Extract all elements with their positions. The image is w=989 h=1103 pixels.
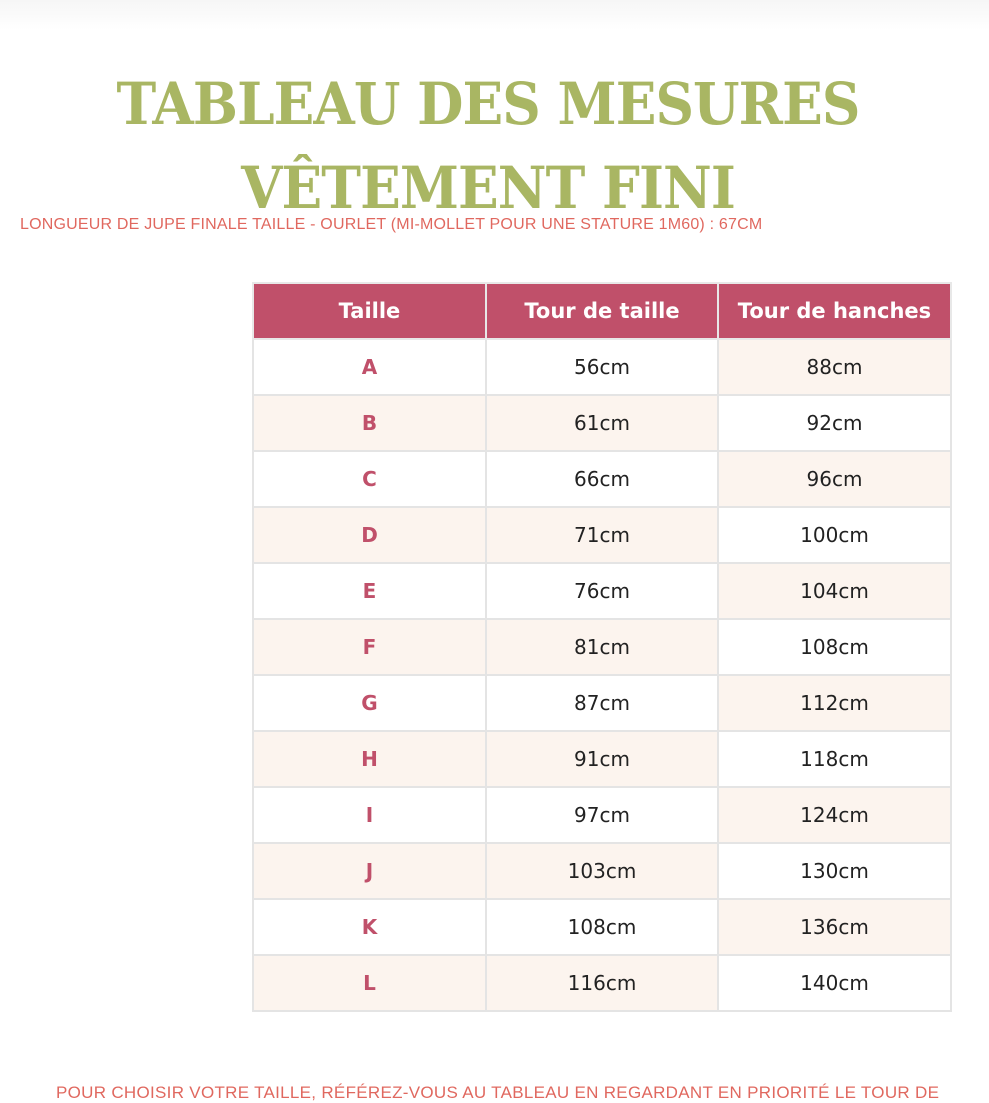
size-cell: C [253,451,486,507]
hips-cell: 118cm [718,731,951,787]
waist-cell: 56cm [486,339,718,395]
hips-cell: 130cm [718,843,951,899]
table-row [253,507,951,563]
header-row [253,283,951,339]
table-row [253,955,951,1011]
waist-cell: 81cm [486,619,718,675]
top-band [0,0,989,30]
waist-cell: 66cm [486,451,718,507]
table-row [253,843,951,899]
size-cell: L [253,955,486,1011]
hips-cell: 112cm [718,675,951,731]
table-row [253,731,951,787]
table-row [253,899,951,955]
waist-cell: 91cm [486,731,718,787]
table-row [253,563,951,619]
size-cell: H [253,731,486,787]
waist-cell: 87cm [486,675,718,731]
size-cell: E [253,563,486,619]
size-cell: B [253,395,486,451]
hips-cell: 124cm [718,787,951,843]
footer-note: POUR CHOISIR VOTRE TAILLE, RÉFÉREZ-VOUS AU TABLEAU EN REGARDANT EN PRIORITÉ LE TOUR DE [56,1083,940,1102]
header-hips: Tour de hanches [718,283,951,339]
header-size: Taille [253,283,486,339]
waist-cell: 116cm [486,955,718,1011]
size-cell: D [253,507,486,563]
page-title-line-1: TABLEAU DES MESURES [116,69,860,138]
hips-cell: 92cm [718,395,951,451]
waist-cell: 97cm [486,787,718,843]
table-row [253,619,951,675]
size-cell: K [253,899,486,955]
size-cell: I [253,787,486,843]
waist-cell: 71cm [486,507,718,563]
hips-cell: 104cm [718,563,951,619]
size-cell: A [253,339,486,395]
hips-cell: 100cm [718,507,951,563]
hips-cell: 136cm [718,899,951,955]
table-row [253,339,951,395]
hips-cell: 108cm [718,619,951,675]
size-cell: F [253,619,486,675]
table-row [253,787,951,843]
size-cell: G [253,675,486,731]
table-row [253,675,951,731]
waist-cell: 61cm [486,395,718,451]
hips-cell: 88cm [718,339,951,395]
size-chart-table [252,282,952,1012]
waist-cell: 76cm [486,563,718,619]
header-waist: Tour de taille [486,283,718,339]
table-row [253,395,951,451]
size-cell: J [253,843,486,899]
table-row [253,451,951,507]
hips-cell: 96cm [718,451,951,507]
skirt-length-note: LONGUEUR DE JUPE FINALE TAILLE - OURLET (MI-MOLLET POUR UNE STATURE 1M60) : 67CM [20,216,763,233]
waist-cell: 103cm [486,843,718,899]
waist-cell: 108cm [486,899,718,955]
page-title-line-2: VÊTEMENT FINI [241,153,735,222]
hips-cell: 140cm [718,955,951,1011]
